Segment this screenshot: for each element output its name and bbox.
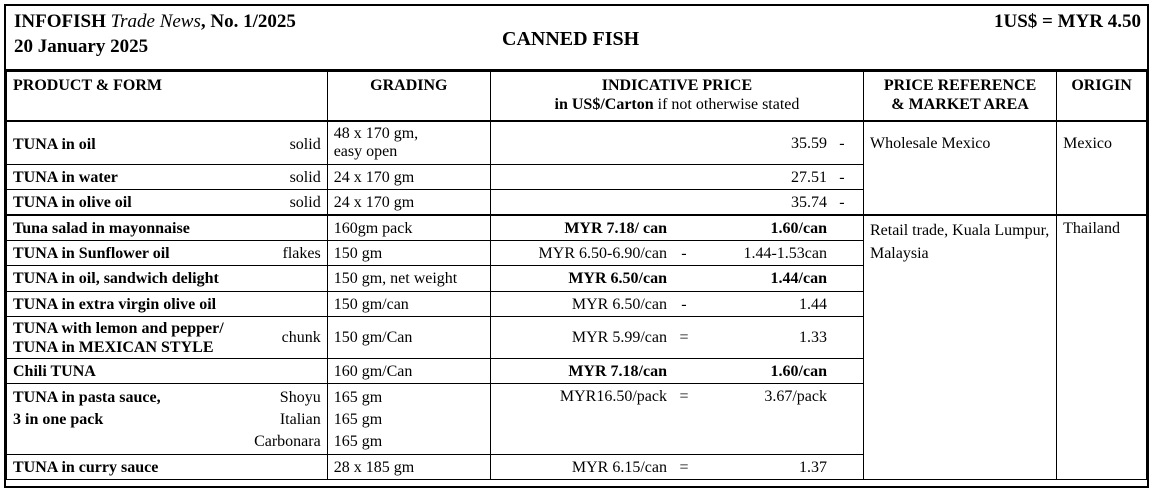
grading: 150 gm, net weight: [327, 266, 490, 292]
price-mark: -: [839, 194, 845, 211]
grading: 165 gm: [333, 411, 383, 428]
product-form: chunk: [281, 329, 321, 346]
section-title: CANNED FISH: [502, 28, 640, 50]
market-reference: Wholesale Mexico: [863, 121, 1056, 215]
grading: 165 gm: [333, 433, 383, 450]
price-sign: -: [681, 245, 687, 262]
price-usd: 1.44: [798, 296, 827, 313]
price-usd: 1.44/can: [770, 270, 827, 287]
origin: Mexico: [1057, 121, 1147, 215]
product-name: Chili TUNA: [7, 359, 328, 384]
report-header: [6, 6, 1147, 71]
variant-form: Carbonara: [254, 433, 321, 450]
price-sign: =: [679, 388, 689, 405]
product-form: solid: [289, 169, 321, 186]
variant-list: [254, 387, 321, 453]
grading: 48 x 170 gm,: [333, 124, 419, 142]
price-usd: 3.67/pack: [764, 388, 827, 405]
exchange-rate: 1US$ = MYR 4.50: [994, 11, 1141, 32]
col-price: INDICATIVE PRICE in US$/Carton if not otherwise stated: [490, 72, 863, 121]
price-local: MYR 6.50/can: [568, 270, 667, 287]
grading-detail: easy open: [333, 142, 398, 160]
product-name: TUNA with lemon and pepper/: [13, 320, 224, 337]
price-local: MYR16.50/pack: [559, 388, 667, 405]
grading: 24 x 170 gm: [327, 165, 490, 190]
product-name-line2: TUNA in MEXICAN STYLE: [13, 339, 214, 356]
issue-date: 20 January 2025: [14, 36, 149, 57]
price-mark: -: [839, 169, 845, 186]
price-table: [6, 71, 1147, 480]
price-local: MYR 6.50-6.90/can: [538, 245, 667, 262]
price-usd: 1.44-1.53can: [743, 245, 827, 262]
price-mark: -: [839, 134, 845, 152]
product-name: Tuna salad in mayonnaise: [7, 215, 328, 241]
col-origin: ORIGIN: [1057, 72, 1147, 121]
price-usd: 35.59: [790, 134, 827, 152]
grading: 24 x 170 gm: [327, 190, 490, 215]
variant-form: Italian: [279, 411, 321, 428]
price-local: MYR 5.99/can: [571, 329, 667, 346]
product-name: TUNA in oil, sandwich delight: [7, 266, 328, 292]
report-frame: [4, 4, 1149, 488]
origin: Thailand: [1057, 215, 1147, 480]
grading: 160gm pack: [327, 215, 490, 241]
price-sign: =: [679, 329, 689, 346]
price-local: MYR 7.18/can: [568, 363, 667, 380]
table-row: [7, 215, 1147, 241]
price-local: MYR 6.15/can: [571, 459, 667, 476]
price-usd: 1.60/can: [770, 363, 827, 380]
col-reference: PRICE REFERENCE & MARKET AREA: [863, 72, 1056, 121]
price-usd: 1.60/can: [770, 219, 827, 237]
price-sign: =: [679, 459, 689, 476]
col-product: PRODUCT & FORM: [7, 72, 328, 121]
price-local: MYR 6.50/can: [571, 296, 667, 313]
col-grading: GRADING: [327, 72, 490, 121]
price-usd: 27.51: [790, 169, 827, 186]
product-name: TUNA in olive oil: [13, 194, 132, 211]
publication-title: INFOFISH Trade News, No. 1/2025: [14, 11, 296, 32]
price-usd: 1.37: [798, 459, 827, 476]
market-reference: Retail trade, Kuala Lumpur, Malaysia: [863, 215, 1056, 480]
price-usd: 1.33: [798, 329, 827, 346]
product-name: TUNA in oil: [13, 135, 96, 153]
product-form: flakes: [282, 245, 321, 262]
product-name: TUNA in water: [13, 169, 118, 186]
product-name: TUNA in curry sauce: [7, 455, 328, 480]
product-name: TUNA in extra virgin olive oil: [7, 292, 328, 317]
grading: 150 gm/Can: [327, 317, 490, 359]
price-sign: -: [681, 296, 687, 313]
variant-form: Shoyu: [279, 389, 321, 406]
column-header-row: [7, 72, 1147, 121]
price-local: MYR 7.18/ can: [564, 219, 667, 237]
product-name: TUNA in pasta sauce,: [13, 389, 161, 406]
price-usd: 35.74: [790, 194, 827, 211]
grading: 160 gm/Can: [327, 359, 490, 384]
product-name-line2: 3 in one pack: [13, 411, 104, 428]
product-form: solid: [289, 194, 321, 211]
grading: 165 gm: [333, 389, 383, 406]
grading: 150 gm/can: [327, 292, 490, 317]
grading: 150 gm: [327, 241, 490, 266]
product-form: solid: [289, 135, 321, 153]
table-row: [7, 121, 1147, 165]
product-name: TUNA in Sunflower oil: [13, 245, 170, 262]
grading: 28 x 185 gm: [327, 455, 490, 480]
